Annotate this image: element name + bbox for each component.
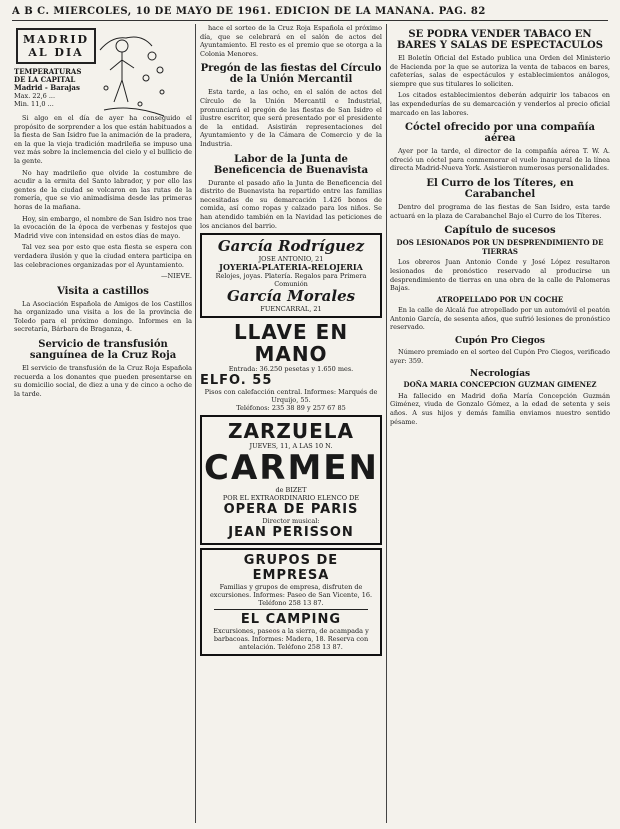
article-paragraph: Los citados establecimientos deberán adquirir los tabacos en las expendedurías de su demarcación y venderlos al precio oficial marcado en las labores. [390, 91, 610, 117]
subheadline: DOÑA MARIA CONCEPCION GUZMAN GIMENEZ [403, 380, 597, 390]
column-right [390, 24, 610, 823]
headline-coctel: Cóctel ofrecido por una compañía aérea [405, 122, 595, 145]
ad-llave-en-mano: LLAVE EN MANO Entrada: 36.250 pesetas y 1.650 mes. ELFO. 55 Pisos con calefacción central. Informes: Marqués de Urquijo, 55. Teléfonos: 235 38 89 y 257 67 85 [200, 319, 378, 412]
article-paragraph: No hay madrileño que olvide la costumbre de acudir a la ermita del Santo labrador, y por ello las gentes de la ciudad se volcaron en las rutas de la romería, que se vio animadísima desde las primeras horas de la mañana. [14, 168, 192, 211]
headline-sucesos: Capítulo de sucesos [444, 225, 556, 237]
ad-zarzuela: ZARZUELA JUEVES, 11, A LAS 10 N. CARMEN de BIZET POR EL EXTRAORDINARIO ELENCO DE OPERA DE PARIS Director musical: JEAN PERISSON [200, 415, 382, 545]
article-paragraph: La Asociación Española de Amigos de los Castillos ha organizado una visita a los de la provincia de Toledo para el próximo domingo. Informes en la secretaría, Bárbara de Braganza, 4. [14, 299, 192, 334]
article-paragraph: Esta tarde, a las ocho, en el salón de actos del Círculo de la Unión Mercantil e Industrial, pronunciará el pregón de las fiestas de San Isidro el ilustre escritor, que será presentado por el presidente de la entidad. Asistirán representaciones del Ayuntamiento y de la Cámara de Comercio y de la Industria. [200, 88, 382, 148]
article-paragraph: hace el sorteo de la Cruz Roja Española el próximo día, que se celebrará en el salón de actos del Ayuntamiento. El resto es el premio que se otorga a la Colonia Menores. [200, 24, 382, 58]
article-paragraph: Tal vez sea por esto que esta fiesta se espera con verdadera ilusión y que la ciudad entera participa en las celebraciones organizadas por el Ayuntamiento. [14, 243, 192, 269]
headline-tabaco: SE PODRA VENDER TABACO EN BARES Y SALAS DE ESPECTACULOS [397, 29, 603, 51]
article-paragraph: Si algo en el día de ayer ha conseguido el propósito de sorprender a los que están habituados a la fiesta de San Isidro fue la animación de la pradera, en la que la vieja tradición madrileña se impuso una vez más sobre la inclemencia del cielo y el bullicio de la gente. [14, 114, 192, 165]
temperatures-block: TEMPERATURAS DE LA CAPITAL Madrid - Barajas Max. 22,6 ... Min. 11,0 ... [14, 67, 82, 108]
article-paragraph: El Boletín Oficial del Estado publica una Orden del Ministerio de Hacienda por la que se autoriza la venta de tabacos en bares, cafeterías, salas de espectáculos y establecimientos análogos, siempre que sus titulares lo soliciten. [390, 54, 610, 88]
headline-labor: Labor de la Junta de Beneficencia de Buenavista [213, 153, 369, 176]
headline-visita: Visita a castillos [57, 285, 149, 297]
ad-jewelry: García Rodríguez JOSE ANTONIO, 21 JOYERIA-PLATERIA-RELOJERIA Relojes, joyas. Platería. Regalos para Primera Comunión García Morales FUENCARRAL, 21 [200, 233, 382, 318]
subheadline: ATROPELLADO POR UN COCHE [436, 294, 564, 304]
article-paragraph: Hoy, sin embargo, el nombre de San Isidro nos trae la evocación de la época de verbenas y festejos que Madrid vive con intensidad en estos días de mayo. [14, 214, 192, 240]
page-header: A B C. MIERCOLES, 10 DE MAYO DE 1961. EDICION DE LA MAÑANA. PAG. 82 [12, 6, 608, 21]
article-paragraph: Durante el pasado año la Junta de Beneficencia del distrito de Buenavista ha repartido entre las familias necesitadas de su demarcación 1.426 bonos de comida, así como ropas y calzado para los niños. Se han atendido también en la Navidad las peticiones de los ancianos del barrio. [200, 178, 382, 230]
column-divider [386, 24, 387, 823]
illustration-icon [92, 30, 178, 140]
article-paragraph: En la calle de Alcalá fue atropellado por un automóvil el peatón Antonio García, de sesenta años, que sufrió lesiones de pronóstico reservado. [390, 306, 610, 332]
article-paragraph: Ha fallecido en Madrid doña María Concepción Guzmán Giménez, viuda de Gonzalo Gómez, a la edad de setenta y seis años. A sus hijos y demás familia enviamos nuestro sentido pésame. [390, 391, 610, 426]
article-paragraph: Dentro del programa de las fiestas de San Isidro, esta tarde actuará en la plaza de Carabanchel Bajo el Curro de los Títeres. [390, 202, 610, 220]
headline-cupon: Cupón Pro Ciegos [455, 336, 545, 347]
ad-grupos-empresa: GRUPOS DE EMPRESA Familias y grupos de empresa, disfruten de excursiones. Informes: Paseo de San Vicente, 16. Teléfono 258 13 87. EL CAMPING Excursiones, paseos a la sierra, de acampada y barbacoas. Informes: Madera, 18. Reserva con antelación. Teléfono 258 13 87. [200, 548, 382, 656]
article-paragraph: Los obreros Juan Antonio Conde y José López resultaron lesionados de pronóstico reservado al producirse un desprendimiento de tierras en una obra de la calle de Palomeras Bajas. [390, 258, 610, 293]
madrid-al-dia-box: MADRID AL DIA [16, 28, 96, 64]
headline-necrologias: Necrologías [469, 369, 531, 380]
column-middle [200, 24, 382, 823]
headline-curro: El Curro de los Títeres, en Carabanchel [426, 177, 574, 200]
column-divider [195, 24, 196, 823]
article-paragraph: Ayer por la tarde, el director de la compañía aérea T. W. A. ofreció un cóctel para conmemorar el vuelo inaugural de la línea directa Madrid-Nueva York. Asistieron numerosas personalidades. [390, 147, 610, 173]
subheadline: DOS LESIONADOS POR UN DESPRENDIMIENTO DE TIERRAS [396, 238, 604, 256]
column-left [14, 24, 192, 823]
headline-servicio: Servicio de transfusión sanguínea de la Cruz Roja [29, 339, 177, 362]
article-paragraph: El servicio de transfusión de la Cruz Roja Española recuerda a los donantes que pueden presentarse en su domicilio social, de diez a una y de cinco a ocho de la tarde. [14, 364, 192, 398]
headline-fiestas: Pregón de las fiestas del Círculo de la Unión Mercantil [200, 63, 382, 86]
article-paragraph: Número premiado en el sorteo del Cupón Pro Ciegos, verificado ayer: 359. [390, 348, 610, 365]
article-signature: —NIEVE. [160, 272, 192, 281]
